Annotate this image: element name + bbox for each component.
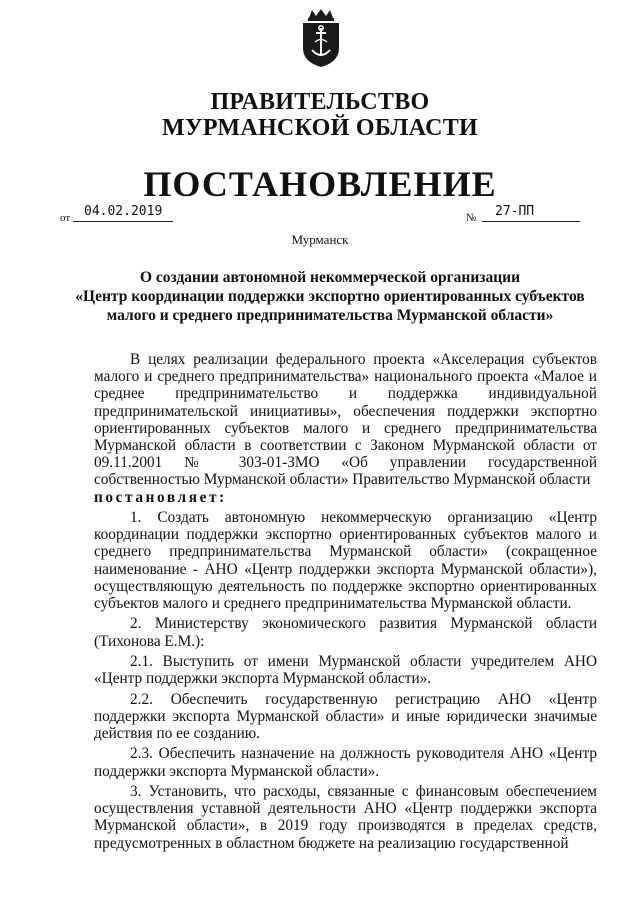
decree-heading	[60, 268, 600, 325]
decree-number: 27-ПП	[495, 204, 535, 219]
clause-2-3: 2.3. Обеспечить назначение на должность руководителя АНО «Центр поддержки экспорта Мурманской области».	[94, 745, 597, 780]
clause-3: 3. Установить, что расходы, связанные с финансовым обеспечением осуществления уставной деятельности АНО «Центр поддержки экспорта Мурманской области», в 2019 году производятся в пределах средств, предусмотренных в областном бюджете на реализацию государственной	[94, 783, 597, 852]
resolves-word: постановляет:	[94, 488, 227, 506]
decree-date: 04.02.2019	[84, 204, 163, 219]
clause-1: 1. Создать автономную некоммерческую организацию «Центр координации поддержки экспортно ориентированных субъектов малого и среднего предпринимательства Мурманской области» (сокращенное наименование - АНО «Центр поддержки экспорта Мурманской области»), осуществляющую деятельность по поддержке экспортно ориентированных субъектов малого и среднего предпринимательства Мурманской области.	[94, 509, 597, 613]
clause-2-2: 2.2. Обеспечить государственную регистрацию АНО «Центр поддержки экспорта Мурманской области» и иные юридически значимые действия по ее созданию.	[94, 690, 597, 743]
date-prefix: от	[60, 212, 71, 224]
clause-2: 2. Министерству экономического развития Мурманской области (Тихонова Е.М.):	[94, 615, 597, 650]
city: Мурманск	[291, 232, 349, 247]
clause-2-1: 2.1. Выступить от имени Мурманской области учредителем АНО «Центр поддержки экспорта Мурманской области».	[94, 653, 597, 688]
date-underline	[73, 221, 173, 222]
heading-line: малого и среднего предпринимательства Мурманской области»	[106, 307, 554, 324]
number-prefix: №	[466, 212, 477, 224]
heading-line: О создании автономной некоммерческой организации	[139, 269, 521, 286]
government-name-line2: МУРМАНСКОЙ ОБЛАСТИ	[162, 115, 478, 141]
government-name-line1: ПРАВИТЕЛЬСТВО	[210, 89, 430, 115]
preamble: В целях реализации федерального проекта «Акселерация субъектов малого и среднего предпринимательства» национального проекта «Малое и среднее предпринимательство и поддержка индивидуальной предпринимательской инициативы», обеспечения поддержки экспортно ориентированных субъектов малого и среднего предпринимательства Мурманской области в соответствии с Законом Мурманской области от 09.11.2001 № 303-01-ЗМО «Об управлении государственной собственностью Мурманской области» Правительство Мурманской области	[94, 351, 597, 489]
heading-line: «Центр координации поддержки экспортно ориентированных субъектов	[75, 288, 585, 305]
number-underline	[482, 221, 580, 222]
decree-body	[94, 351, 597, 855]
coat-of-arms-emblem	[298, 8, 344, 68]
decree-title: ПОСТАНОВЛЕНИЕ	[143, 164, 497, 204]
